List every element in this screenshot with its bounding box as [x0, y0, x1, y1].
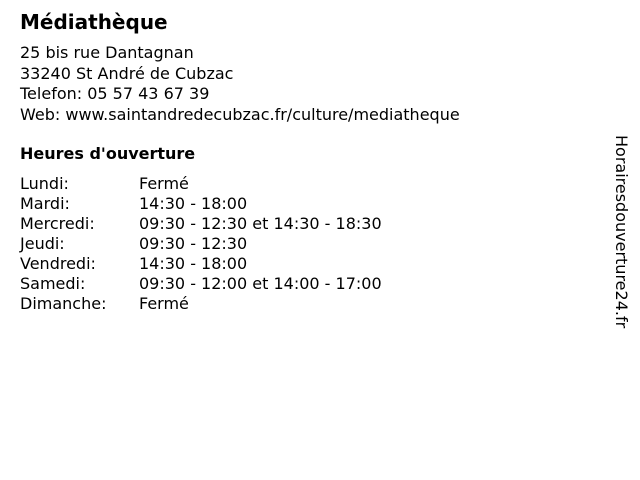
- hours-value: 14:30 - 18:00: [139, 254, 248, 273]
- opening-hours-heading: Heures d'ouverture: [20, 144, 196, 163]
- hours-value: Fermé: [139, 294, 189, 313]
- website-link[interactable]: Web: www.saintandredecubzac.fr/culture/mediatheque: [20, 104, 460, 124]
- hours-value: 09:30 - 12:00 et 14:00 - 17:00: [139, 274, 382, 293]
- hours-value: 09:30 - 12:30: [139, 234, 248, 253]
- day-label: Vendredi:: [20, 254, 96, 273]
- day-label: Lundi:: [20, 174, 69, 193]
- address-block: [20, 43, 460, 125]
- day-label: Dimanche:: [20, 294, 107, 313]
- page-title: Médiathèque: [20, 10, 168, 34]
- city-address: 33240 St André de Cubzac: [20, 63, 234, 83]
- day-label: Mercredi:: [20, 214, 95, 233]
- day-label: Jeudi:: [20, 234, 65, 253]
- hours-value: 14:30 - 18:00: [139, 194, 248, 213]
- day-label: Samedi:: [20, 274, 86, 293]
- day-label: Mardi:: [20, 194, 70, 213]
- phone-number: Telefon: 05 57 43 67 39: [20, 84, 210, 103]
- hours-value: Fermé: [139, 174, 189, 193]
- site-watermark: Horairesdouverture24.fr: [612, 135, 631, 329]
- street-address: 25 bis rue Dantagnan: [20, 43, 194, 62]
- hours-value: 09:30 - 12:30 et 14:30 - 18:30: [139, 214, 382, 233]
